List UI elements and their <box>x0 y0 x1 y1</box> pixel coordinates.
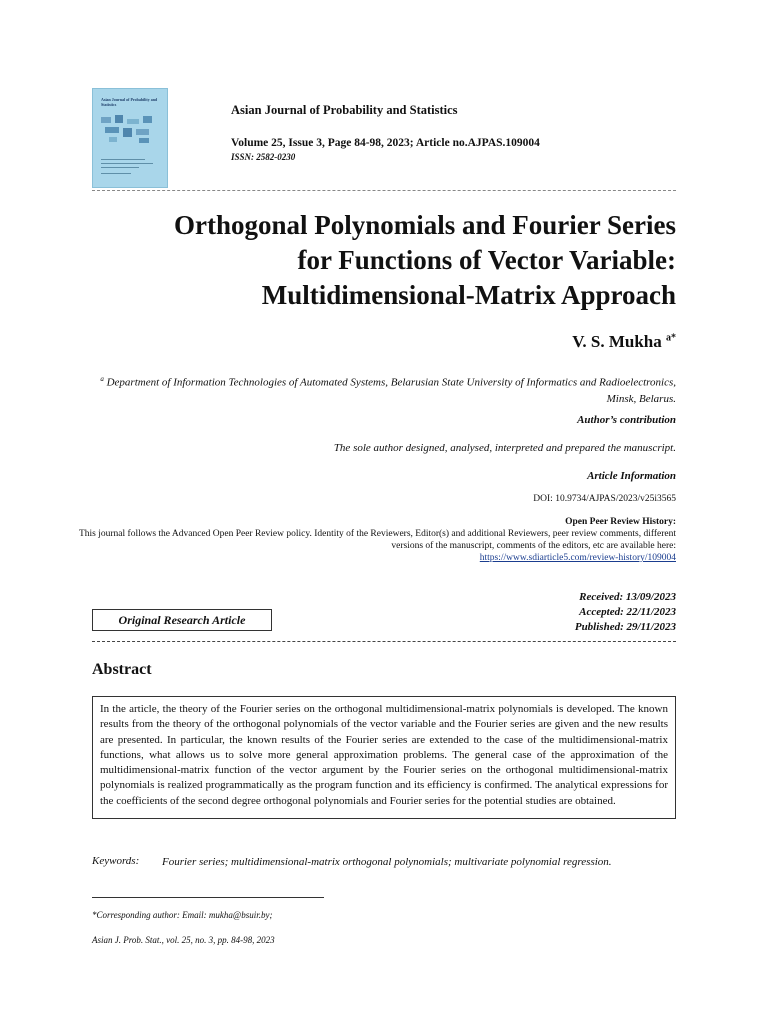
review-history-link[interactable]: https://www.sdiarticle5.com/review-history/109004 <box>479 553 676 563</box>
abstract-heading: Abstract <box>92 661 152 678</box>
journal-issn: ISSN: 2582-0230 <box>231 152 296 162</box>
affiliation <box>86 371 676 407</box>
keywords-label: Keywords: <box>92 855 140 867</box>
citation: Asian J. Prob. Stat., vol. 25, no. 3, pp. 84-98, 2023 <box>92 935 275 945</box>
journal-name: Asian Journal of Probability and Statistics <box>231 103 458 117</box>
author-marks: a* <box>666 332 676 344</box>
paper-title <box>56 208 676 313</box>
peer-review-heading: Open Peer Review History: <box>565 517 676 527</box>
abstract-text: In the article, the theory of the Fourier series on the orthogonal multidimensional-matrix polynomials is developed. The known results from the theory of the orthogonal polynomials of the vector variable and the Fourier series are given and the new results are presented. In particular, the known results of the Fourier series are extended to the case of the multidimensional-matrix functions, what allows us to solve more general approximation problems. The general case of the approximation of the multidimensional-matrix function of the vector argument by the Fourier series on the orthogonal multidimensional-matrix polynomials is realized programmatically as the program function and its efficiency is confirmed. The analytical expressions for the coefficients of the second degree orthogonal polynomials and Fourier series for the potential studies are obtained. <box>100 703 668 807</box>
dates-block <box>575 590 676 635</box>
published-date: Published: 29/11/2023 <box>574 621 676 633</box>
author-name: V. S. Mukha <box>572 332 662 351</box>
peer-review-policy: This journal follows the Advanced Open Peer Review policy. Identity of the Reviewers, Editor(s) and additional Reviewers, peer review comments, different versions of the manuscript, comments of the editors, etc are available here: <box>78 529 676 551</box>
title-line: Orthogonal Polynomials and Fourier Series <box>173 210 676 240</box>
peer-review-text <box>76 528 676 564</box>
affiliation-text: Department of Information Technologies of Automated Systems, Belarusian State University of Informatics and Radioelectronics, Minsk, Belarus. <box>106 376 676 405</box>
journal-cover-image <box>92 88 168 188</box>
cover-illustration <box>99 113 161 145</box>
article-info-heading: Article Information <box>587 470 676 482</box>
info-divider <box>92 641 676 642</box>
doi: DOI: 10.9734/AJPAS/2023/v25i3565 <box>533 494 676 504</box>
author <box>572 332 676 352</box>
contribution-text: The sole author designed, analysed, interpreted and prepared the manuscript. <box>333 442 676 454</box>
received-date: Received: 13/09/2023 <box>579 591 676 603</box>
header-divider <box>92 190 676 191</box>
journal-volume: Volume 25, Issue 3, Page 84-98, 2023; Article no.AJPAS.109004 <box>231 137 540 149</box>
abstract-box <box>92 696 676 819</box>
corresponding-author: *Corresponding author: Email: mukha@bsuir.by; <box>92 910 273 920</box>
footnote-divider <box>92 897 324 898</box>
title-line: Multidimensional-Matrix Approach <box>261 280 676 310</box>
accepted-date: Accepted: 22/11/2023 <box>579 606 676 618</box>
keywords-text: Fourier series; multidimensional-matrix orthogonal polynomials; multivariate polynomial regression. <box>162 856 612 868</box>
title-line: for Functions of Vector Variable: <box>297 245 676 275</box>
article-type-badge: Original Research Article <box>92 609 272 631</box>
cover-title: Asian Journal of Probability and Statistics <box>101 97 158 107</box>
contribution-heading: Author’s contribution <box>577 414 676 426</box>
affiliation-mark: a <box>100 375 104 383</box>
